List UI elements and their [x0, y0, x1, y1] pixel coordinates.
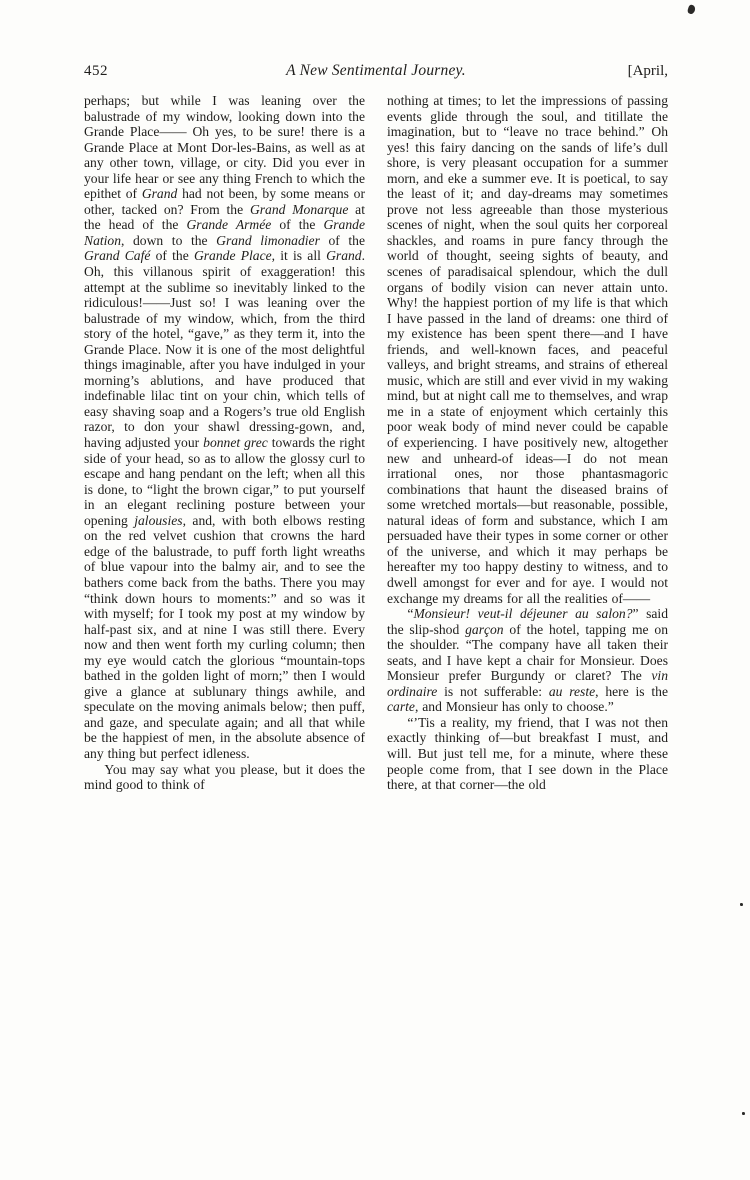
paragraph: nothing at times; to let the impressions of passing events glide through the soul, and titillate the imagination, but to “leave no trace behind.” Oh yes! this fairy dancing on the sands of life’s dull shore, is very pleasant occupation for a summer morn, and eke a summer eve. It is poetical, to say the least of it; and day-dreams may sometimes prove not less agreeable than those mysterious scenes of night, when the soul quits her corporeal shackles, and roams in pure fancy through the world of thought, seeing sights of beauty, and scenes of paradisaical splendour, which the dull organs of bodily vision can never attain unto. Why! the happiest portion of my life is that which I have passed in the land of dreams: one third of my existence has been spent there—and I have friends, and well-known faces, and peaceful valleys, and bright streams, and strains of ethereal music, which are still and ever vivid in my waking mind, but at night call me to themselves, and wrap me in a state of enjoyment which certainly this poor weak body of mind never could be capable of experiencing. I have positively new, altogether new and unheard-of ideas—I do not mean irrational ones, nor those phantasmagoric combinations that haunt the diseased brains of some wretched mortals—but reasonable, possible, natural ideas of form and substance, which I am persuaded have their types in some corner or other of the universe, and which it may perhaps be hereafter my too happy destiny to witness, and to dwell amongst for ever and for aye. I would not exchange my dreams for all the realities of——: [387, 93, 668, 606]
running-title: A New Sentimental Journey.: [286, 62, 466, 79]
left-column: [84, 93, 365, 793]
paragraph: You may say what you please, but it does the mind good to think of: [84, 761, 365, 793]
scan-artifact: [742, 1112, 745, 1115]
scan-artifact: [687, 4, 696, 15]
issue-date: [April,: [627, 63, 668, 79]
paragraph: “Monsieur! veut-il déjeuner au salon?” said the slip-shod garçon of the hotel, tapping me on the shoulder. “The company have all taken their seats, and I have kept a chair for Monsieur. Does Monsieur prefer Burgundy or claret? The vin ordinaire is not sufferable: au reste, here is the carte, and Monsieur has only to choose.”: [387, 606, 669, 715]
page-number: 452: [84, 63, 108, 79]
scan-artifact: [740, 903, 743, 906]
text-columns: [84, 93, 668, 793]
page-header: [84, 62, 668, 80]
paragraph: perhaps; but while I was leaning over the balustrade of my window, looking down into the Grande Place—— Oh yes, to be sure! there is a Grande Place at Mont Dor-les-Bains, as well as at any other town, village, or city. Did you ever in your life hear or see any thing French to which the epithet of Grand had not been, by some means or other, tacked on? From the Grand Monarque at the head of the Grande Armée of the Grande Nation, down to the Grand limonadier of the Grand Café of the Grande Place, it is all Grand. Oh, this villanous spirit of exaggeration! this attempt at the sublime so inevitably linked to the ridiculous!——Just so! I was leaning over the balustrade of my window, which, from the third story of the hotel, “gave,” as they term it, into the Grande Place. Now it is one of the most delightful things imaginable, after you have indulged in your morning’s ablutions, and have produced that indefinable lilac tint on your chin, which tells of easy shaving soap and a Rogers’s true old English razor, to don your shawl dressing-gown, and, having adjusted your bonnet grec towards the right side of your head, so as to allow the glossy curl to escape and hang pendant on the left; when all this is done, to “light the brown cigar,” to put yourself in an elegant reclining posture between your opening jalousies, and, with both elbows resting on the red velvet cushion that crowns the hard edge of the balustrade, to puff forth light wreaths of blue vapour into the balmy air, and to see the bathers come back from the baths. There you may “think down hours to moments:” and so was it with myself; for I took my post at my window by half-past six, and at nine I was still there. Every now and then went forth my curling column; then my eye would catch the glorious “mountain-tops bathed in the golden light of morn;” then I would give a glance at sublunary things awhile, and speculate on the moving animals below; then puff, and gaze, and speculate again; and all that while be the happiest of men, in the absolute absence of any thing but perfect idleness.: [84, 93, 365, 761]
right-column: [387, 93, 668, 793]
paragraph: “’Tis a reality, my friend, that I was not then exactly thinking of—but breakfast I must, and will. But just tell me, for a minute, where these people come from, that I see down in the Place there, at that corner—the old: [387, 714, 668, 793]
